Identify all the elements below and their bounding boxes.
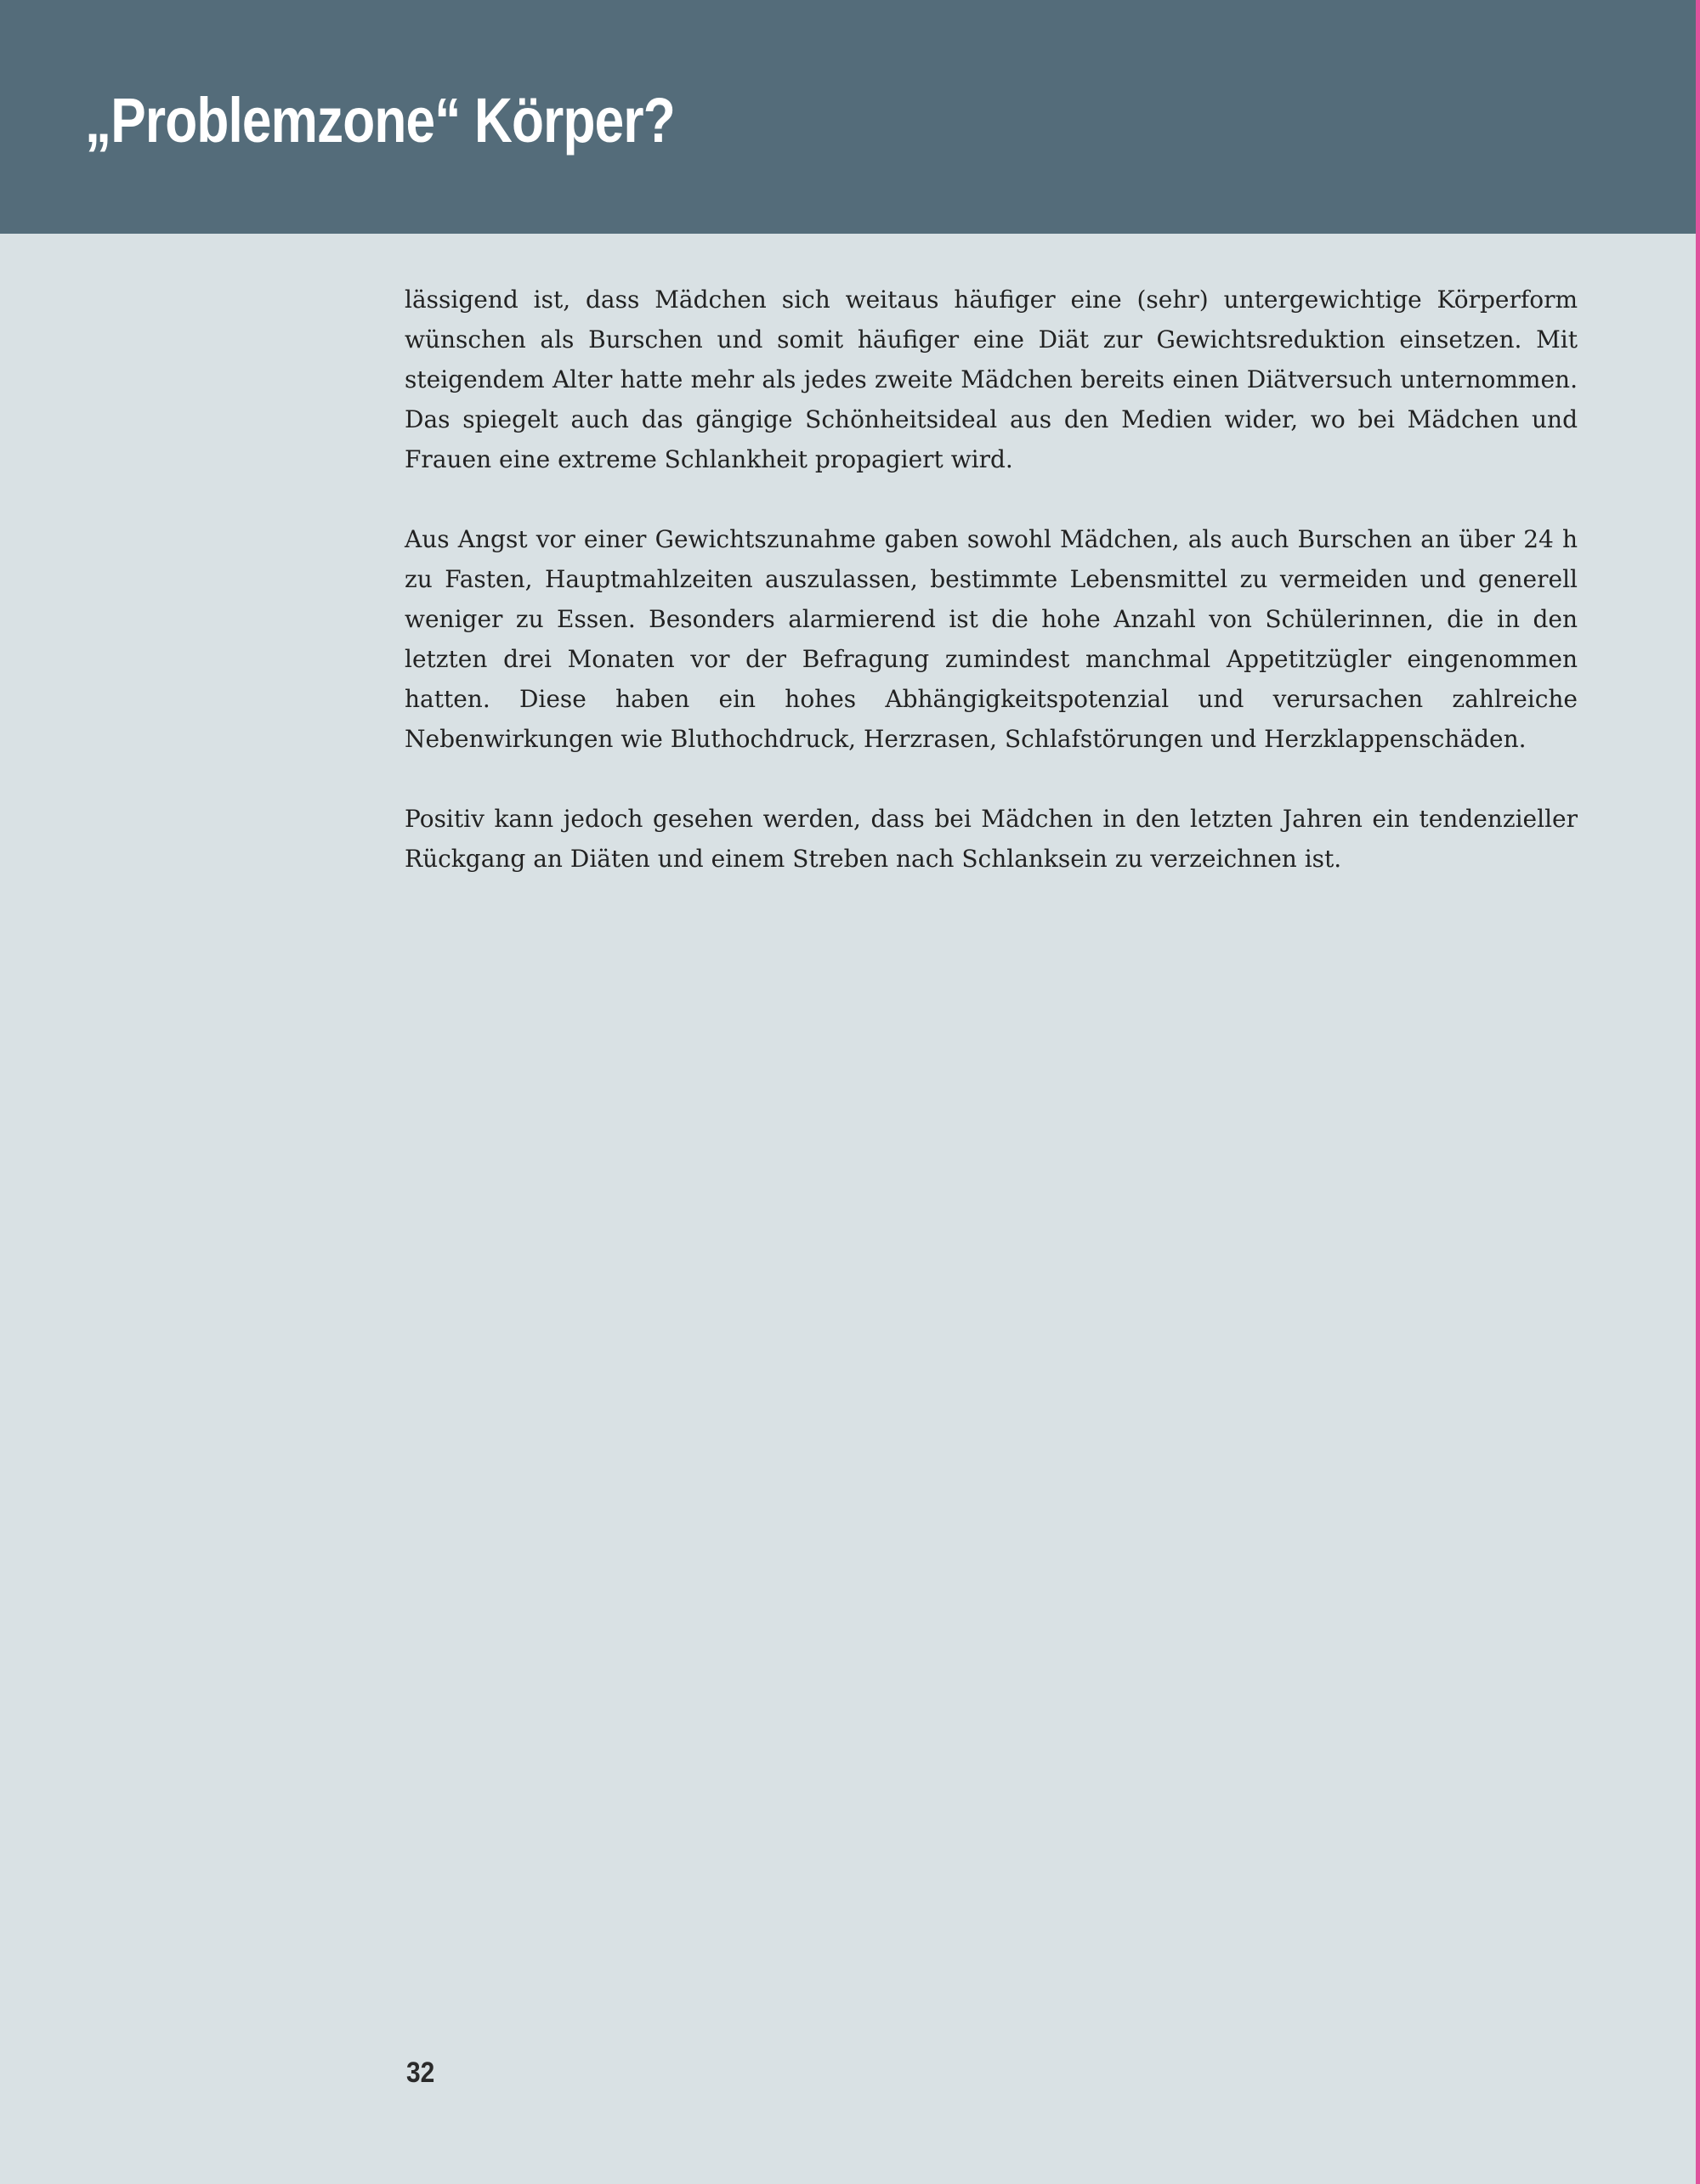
- body-text: [405, 280, 1578, 879]
- paragraph-1: lässigend ist, dass Mädchen sich weitaus häufiger eine (sehr) untergewichtige Körperform wünschen als Burschen und somit häufiger eine Diät zur Gewichtsreduktion einsetzen. Mit steigendem Alter hatte mehr als jedes zweite Mädchen bereits einen Diätversuch unternommen. Das spiegelt auch das gängige Schönheitsideal aus den Medien wider, wo bei Mädchen und Frauen eine extreme Schlankheit propagiert wird.: [405, 286, 1578, 473]
- page-title: „Problemzone“ Körper?: [85, 85, 675, 156]
- header-band: [0, 0, 1696, 234]
- edge-accent-stripe: [1696, 0, 1700, 2184]
- paragraph-2: Aus Angst vor einer Gewichtszunahme gaben sowohl Mädchen, als auch Burschen an über 24 h zu Fasten, Hauptmahlzeiten auszulassen, bestimmte Lebensmittel zu vermeiden und generell weniger zu Essen. Besonders alarmierend ist die hohe Anzahl von Schülerinnen, die in den letzten drei Monaten vor der Befragung zumindest manchmal Appetitzügler eingenommen hatten. Diese haben ein hohes Abhängigkeitspotenzial und verursachen zahlreiche Nebenwirkungen wie Bluthochdruck, Herzrasen, Schlafstörungen und Herzklappenschäden.: [405, 525, 1578, 753]
- page-number: 32: [406, 2057, 435, 2089]
- paragraph-3: Positiv kann jedoch gesehen werden, dass bei Mädchen in den letzten Jahren ein tendenzieller Rückgang an Diäten und einem Streben nach Schlanksein zu verzeichnen ist.: [405, 805, 1578, 873]
